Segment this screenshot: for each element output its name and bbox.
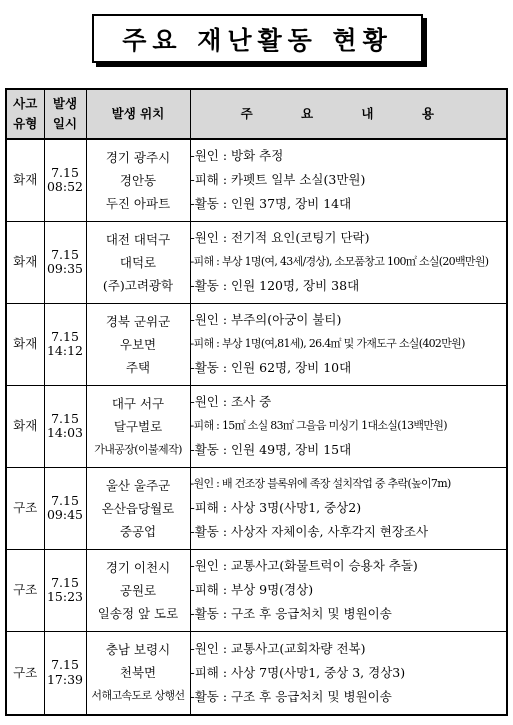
incident-location: 울산 울주군 온산읍당월로 중공업 xyxy=(86,467,190,549)
damage-line: -피해 : 카펫트 일부 소실(3만원) xyxy=(190,172,366,188)
header-time: 발생 일시 xyxy=(44,89,86,139)
incident-type: 화재 xyxy=(6,385,44,467)
incident-location: 경북 군위군 우보면 주택 xyxy=(86,303,190,385)
disaster-table xyxy=(5,88,508,716)
incident-type: 구조 xyxy=(6,631,44,715)
incident-time: 17:39 xyxy=(46,671,84,687)
incident-datetime xyxy=(44,221,86,303)
incident-date: 7.15 xyxy=(51,657,79,673)
incident-datetime xyxy=(44,139,86,221)
activity-line: -활동 : 인원 49명, 장비 15대 xyxy=(190,442,352,457)
incident-datetime xyxy=(44,549,86,631)
cause-line: -원인 : 부주의(아궁이 불티) xyxy=(190,312,342,327)
incident-type: 화재 xyxy=(6,221,44,303)
damage-line: -피해 : 부상 1명(여, 43세/경상), 소모품창고 100㎡ 소실(20백만원) xyxy=(190,255,489,268)
incident-location: 충남 보령시 천북면 서해고속도로 상행선 xyxy=(86,631,190,715)
header-row xyxy=(6,89,507,139)
activity-line: -활동 : 사상자 자체이송, 사후각지 현장조사 xyxy=(190,524,429,539)
table-row xyxy=(6,139,507,221)
cause-line: -원인 : 조사 중 xyxy=(190,394,272,409)
damage-line: -피해 : 사상 3명(사망1, 중상2) xyxy=(190,500,362,515)
table-row xyxy=(6,303,507,385)
incident-location: 경기 이천시 공원로 일송정 앞 도로 xyxy=(86,549,190,631)
cause-line: -원인 : 교통사고(교회차량 전복) xyxy=(190,640,366,656)
table-row xyxy=(6,221,507,303)
incident-type: 화재 xyxy=(6,139,44,221)
page-title: 주요 재난활동 현황 xyxy=(92,14,423,63)
incident-datetime xyxy=(44,385,86,467)
cause-line: -원인 : 방화 추정 xyxy=(190,148,284,164)
header-type: 사고 유형 xyxy=(6,89,44,139)
incident-time: 09:35 xyxy=(46,261,84,276)
incident-datetime xyxy=(44,303,86,385)
damage-line: -피해 : 부상 9명(경상) xyxy=(190,582,314,597)
damage-line: -피해 : 사상 7명(사망1, 중상 3, 경상3) xyxy=(190,664,406,680)
incident-type: 화재 xyxy=(6,303,44,385)
damage-line: -피해 : 부상 1명(여,81세), 26.4㎡ 및 가재도구 소실(402만원) xyxy=(190,337,465,350)
incident-date: 7.15 xyxy=(51,410,79,426)
incident-datetime xyxy=(44,467,86,549)
activity-line: -활동 : 구조 후 응급처치 및 병원이송 xyxy=(190,688,392,704)
incident-date: 7.15 xyxy=(51,492,79,508)
incident-time: 09:45 xyxy=(46,507,84,522)
incident-detail xyxy=(190,549,507,631)
incident-date: 7.15 xyxy=(51,328,79,344)
table-row xyxy=(6,549,507,631)
incident-detail xyxy=(190,139,507,221)
cause-line: -원인 : 교통사고(화물트럭이 승용차 추돌) xyxy=(190,558,418,573)
incident-date: 7.15 xyxy=(51,574,79,590)
incident-time: 14:12 xyxy=(46,343,84,358)
table-row xyxy=(6,631,507,715)
activity-line: -활동 : 인원 37명, 장비 14대 xyxy=(190,196,352,212)
table-row xyxy=(6,467,507,549)
incident-location: 대전 대덕구 대덕로 (주)고려광학 xyxy=(86,221,190,303)
incident-detail xyxy=(190,385,507,467)
cause-line: -원인 : 배 건조장 블록위에 족장 설치작업 중 추락(높이7m) xyxy=(190,477,451,490)
incident-date: 7.15 xyxy=(51,246,79,262)
header-location: 발생 위치 xyxy=(86,89,190,139)
incident-time: 08:52 xyxy=(46,179,84,195)
incident-detail xyxy=(190,631,507,715)
incident-time: 14:03 xyxy=(46,425,84,440)
incident-type: 구조 xyxy=(6,549,44,631)
incident-datetime xyxy=(44,631,86,715)
activity-line: -활동 : 인원 62명, 장비 10대 xyxy=(190,360,352,375)
activity-line: -활동 : 인원 120명, 장비 38대 xyxy=(190,278,360,293)
damage-line: -피해 : 15㎡ 소실 83㎡ 그을음 미싱기 1대소실(13백만원) xyxy=(190,419,447,432)
incident-detail xyxy=(190,303,507,385)
table-row xyxy=(6,385,507,467)
incident-detail xyxy=(190,221,507,303)
incident-type: 구조 xyxy=(6,467,44,549)
incident-location: 대구 서구 달구벌로 가내공장(이불제작) xyxy=(86,385,190,467)
incident-location: 경기 광주시 경안동 두진 아파트 xyxy=(86,139,190,221)
incident-detail xyxy=(190,467,507,549)
incident-time: 15:23 xyxy=(46,589,84,604)
header-detail: 주 요 내 용 xyxy=(190,89,507,139)
cause-line: -원인 : 전기적 요인(코팅기 단락) xyxy=(190,230,370,245)
incident-date: 7.15 xyxy=(51,164,79,180)
activity-line: -활동 : 구조 후 응급처치 및 병원이송 xyxy=(190,606,392,621)
